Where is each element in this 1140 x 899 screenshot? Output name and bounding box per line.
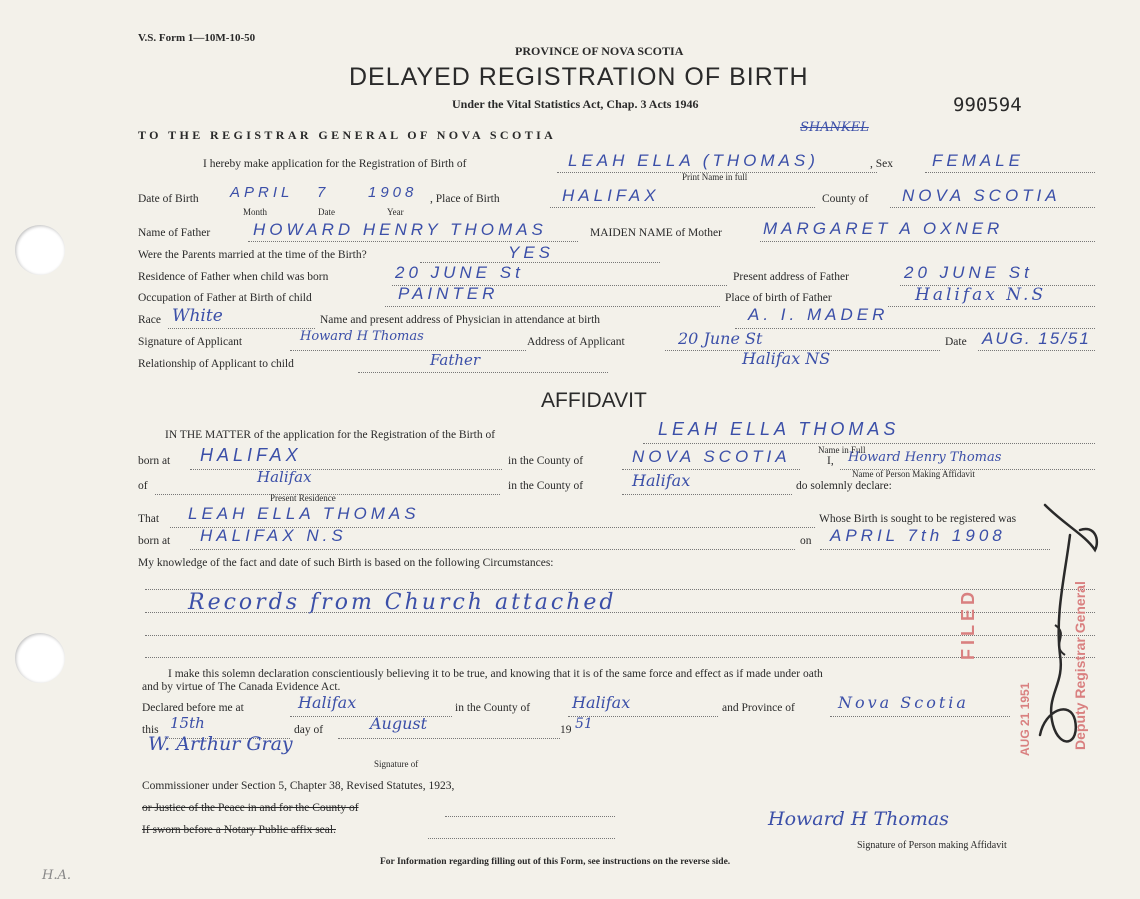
matter-text: IN THE MATTER of the application for the Registration of the Birth of: [165, 429, 496, 441]
county-label-affidavit: in the County of: [508, 455, 584, 467]
punch-hole-bottom: [15, 633, 65, 683]
dotted-line: [550, 207, 815, 208]
county-label: County of: [822, 193, 869, 205]
mother-value: MARGARET A OXNER: [763, 219, 1004, 238]
province-value: Nova Scotia: [838, 693, 969, 712]
dotted-line: [643, 443, 1095, 444]
whose-birth-text: Whose Birth is sought to be registered was: [819, 513, 1017, 525]
dob-month-value: APRIL: [230, 184, 294, 201]
declaration-text: I make this solemn declaration conscientiously believing it to be true, and knowing that it is of the same force and effect as if made under oath: [168, 668, 823, 680]
dotted-line: [978, 350, 1095, 351]
year-hint: Year: [387, 207, 404, 217]
this-label: this: [142, 724, 159, 736]
declared-county-label: in the County of: [455, 702, 531, 714]
dob-day-value: 7: [317, 184, 330, 201]
dotted-line: [820, 549, 1050, 550]
month-hint: Month: [243, 207, 268, 217]
relationship-label: Relationship of Applicant to child: [138, 358, 294, 370]
residence-father-label: Residence of Father when child was born: [138, 271, 329, 283]
present-address-value: 20 JUNE St: [904, 263, 1033, 282]
name-correction: SHANKEL: [800, 120, 869, 135]
that-label: That: [138, 513, 160, 525]
dotted-line: [145, 635, 1095, 636]
filed-stamp: FILED: [958, 588, 978, 660]
born-at-value-2: HALIFAX N.S: [200, 526, 347, 545]
year-prefix: 19: [560, 724, 572, 736]
dotted-line: [290, 350, 526, 351]
father-pob-label: Place of birth of Father: [725, 292, 832, 304]
applicant-address-value: 20 June St: [678, 329, 763, 348]
dotted-line: [338, 738, 560, 739]
month-value: August: [370, 714, 428, 733]
margin-note: H.A.: [42, 868, 71, 883]
dotted-line: [190, 469, 502, 470]
act-subtitle: Under the Vital Statistics Act, Chap. 3 Acts 1946: [452, 97, 699, 111]
married-value: YES: [508, 243, 555, 262]
present-address-label: Present address of Father: [733, 271, 849, 283]
mother-label: MAIDEN NAME of Mother: [590, 227, 722, 239]
married-label: Were the Parents married at the time of the Birth?: [138, 249, 367, 261]
born-at-label: born at: [138, 455, 171, 467]
notary-text: If sworn before a Notary Public affix seal.: [142, 824, 336, 836]
filed-stamp-date: AUG 21 1951: [1018, 682, 1032, 756]
physician-label: Name and present address of Physician in attendance at birth: [320, 314, 601, 326]
child-name-value: LEAH ELLA (THOMAS): [568, 151, 819, 170]
dotted-line: [830, 716, 1010, 717]
dotted-line: [622, 469, 800, 470]
applicant-signature: Howard H Thomas: [300, 329, 424, 344]
day-value: 15th: [170, 714, 205, 732]
affidavit-heading: AFFIDAVIT: [541, 389, 647, 412]
declared-county-value: Halifax: [572, 693, 631, 712]
page-title: DELAYED REGISTRATION OF BIRTH: [349, 63, 809, 91]
dotted-line: [428, 838, 615, 839]
dotted-line: [925, 172, 1095, 173]
footer-note: For Information regarding filling out of this Form, see instructions on the reverse side.: [380, 857, 731, 867]
deponent-name: Howard Henry Thomas: [848, 450, 1002, 465]
residence-father-value: 20 JUNE St: [395, 263, 524, 282]
pob-label: , Place of Birth: [430, 193, 500, 205]
dob-label: Date of Birth: [138, 193, 199, 205]
deponent-signature: Howard H Thomas: [768, 808, 949, 830]
race-label: Race: [138, 314, 161, 326]
knowledge-text: My knowledge of the fact and date of such Birth is based on the following Circumstances:: [138, 557, 554, 569]
dotted-line: [760, 241, 1095, 242]
county-label-2: in the County of: [508, 480, 584, 492]
registrar-initials-signature: [1025, 495, 1110, 770]
dotted-line: [248, 241, 578, 242]
affidavit-child-name: LEAH ELLA THOMAS: [658, 419, 900, 439]
commissioner-signature: W. Arthur Gray: [148, 733, 293, 755]
relationship-value: Father: [430, 351, 481, 369]
dotted-line: [145, 657, 1095, 658]
year-suffix-value: 51: [575, 716, 593, 732]
punch-hole-top: [15, 225, 65, 275]
applicant-address-label: Address of Applicant: [527, 336, 625, 348]
dob-year-value: 1908: [368, 184, 418, 201]
dotted-line: [890, 207, 1095, 208]
deponent-signature-hint: Signature of Person making Affidavit: [857, 840, 1007, 851]
declare-text: do solemnly declare:: [796, 480, 892, 492]
date-label: Date: [945, 336, 967, 348]
residence-hint: Present Residence: [270, 493, 336, 503]
deponent-hint: Name of Person Making Affidavit: [852, 469, 975, 479]
of-label: of: [138, 480, 148, 492]
affidavit-county-value: NOVA SCOTIA: [632, 447, 791, 466]
declared-at-label: Declared before me at: [142, 702, 244, 714]
date-hint: Date: [318, 207, 335, 217]
race-value: White: [172, 306, 223, 326]
dotted-line: [358, 372, 608, 373]
applicant-address-line2: Halifax NS: [742, 349, 831, 368]
occupation-label: Occupation of Father at Birth of child: [138, 292, 312, 304]
dotted-line: [190, 549, 795, 550]
form-code: V.S. Form 1—10M-10-50: [138, 32, 256, 44]
dotted-line: [445, 816, 615, 817]
dotted-line: [168, 328, 315, 329]
i-label: I,: [827, 455, 834, 467]
on-label: on: [800, 535, 812, 547]
county-value: NOVA SCOTIA: [902, 186, 1061, 205]
father-pob-value: Halifax N.S: [915, 285, 1047, 305]
commissioner-text: Commissioner under Section 5, Chapter 38, Revised Statutes, 1923,: [142, 780, 455, 792]
application-date-value: AUG. 15/51: [982, 329, 1091, 348]
born-at-label-2: born at: [138, 535, 171, 547]
that-name-value: LEAH ELLA THOMAS: [188, 504, 420, 523]
sex-label: , Sex: [870, 158, 893, 170]
addressee: TO THE REGISTRAR GENERAL OF NOVA SCOTIA: [138, 128, 557, 142]
application-intro: I hereby make application for the Registration of Birth of: [203, 158, 467, 170]
serial-number: 990594: [953, 94, 1022, 116]
dotted-line: [888, 306, 1095, 307]
name-in-full-hint: Name in Full: [818, 445, 866, 455]
signature-label: Signature of Applicant: [138, 336, 243, 348]
province-heading: PROVINCE OF NOVA SCOTIA: [515, 44, 684, 58]
occupation-value: PAINTER: [398, 284, 499, 303]
father-value: HOWARD HENRY THOMAS: [253, 220, 547, 239]
pob-value: HALIFAX: [562, 186, 660, 205]
of-value: Halifax: [257, 468, 312, 486]
signature-of-hint: Signature of: [374, 759, 419, 769]
sex-value: FEMALE: [932, 151, 1025, 170]
day-of-label: day of: [294, 724, 324, 736]
on-date-value: APRIL 7th 1908: [830, 526, 1006, 545]
dotted-line: [385, 306, 720, 307]
circumstances-value: Records from Church attached: [188, 590, 617, 615]
declaration-text-2: and by virtue of The Canada Evidence Act.: [142, 681, 341, 693]
father-label: Name of Father: [138, 227, 211, 239]
county-value-2: Halifax: [632, 471, 691, 490]
dotted-line: [622, 494, 792, 495]
declared-at-value: Halifax: [298, 693, 357, 712]
filed-stamp-office: Deputy Registrar General: [1072, 581, 1088, 750]
physician-value: A. I. MADER: [748, 305, 889, 324]
province-label: and Province of: [722, 702, 795, 714]
justice-peace-text: or Justice of the Peace in and for the County of: [142, 802, 359, 814]
born-at-value: HALIFAX: [200, 445, 302, 465]
print-name-hint: Print Name in full: [682, 172, 748, 182]
